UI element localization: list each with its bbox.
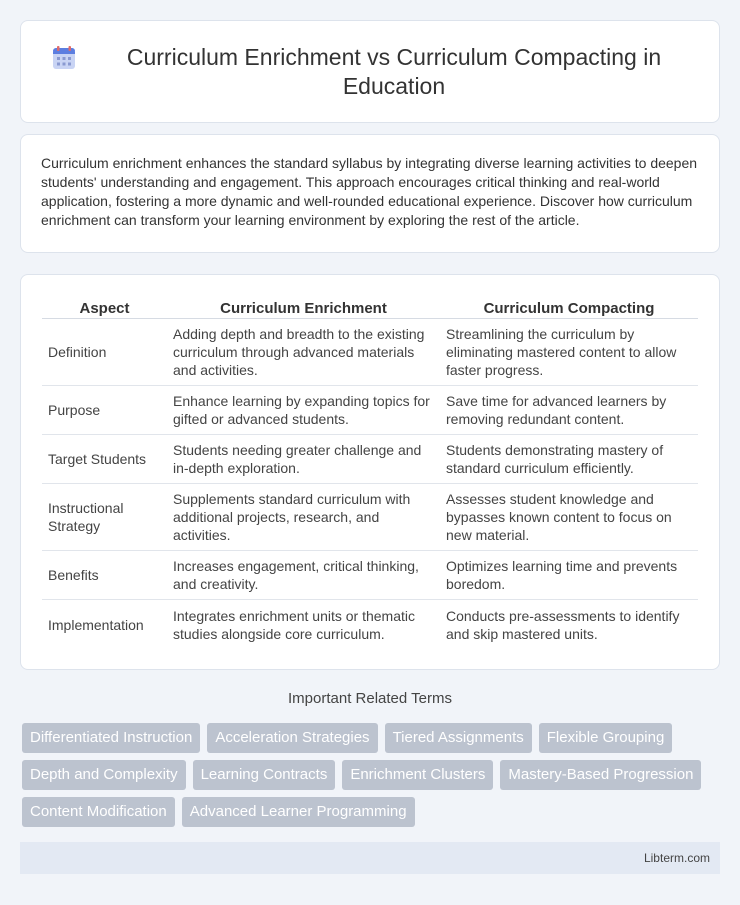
related-terms-title: Important Related Terms bbox=[288, 690, 452, 707]
table-cell: Increases engagement, critical thinking, and creativity. bbox=[167, 551, 440, 600]
table-cell: Conducts pre-assessments to identify and skip mastered units. bbox=[446, 607, 680, 642]
column-header: Curriculum Compacting bbox=[440, 295, 698, 319]
related-term-tag[interactable]: Flexible Grouping bbox=[539, 723, 673, 753]
related-term-tag[interactable]: Learning Contracts bbox=[193, 760, 336, 790]
table-cell: Students needing greater challenge and in-depth exploration. bbox=[167, 435, 440, 484]
column-header: Curriculum Enrichment bbox=[167, 295, 440, 319]
related-term-tag[interactable]: Advanced Learner Programming bbox=[182, 797, 415, 827]
table-cell: Students demonstrating mastery of standard curriculum efficiently. bbox=[440, 435, 698, 484]
table-cell: Integrates enrichment units or thematic studies alongside core curriculum. bbox=[173, 607, 416, 642]
table-row bbox=[42, 435, 698, 484]
table-header-row bbox=[42, 295, 698, 319]
intro-paragraph: Curriculum enrichment enhances the standard syllabus by integrating diverse learning activities to deepen students' understanding and engagement. This approach encourages critical thinking and real-world application, fostering a more dynamic and well-rounded educational experience. Discover how curriculum enrichment can transform your learning environment by exploring the rest of the article. bbox=[41, 155, 698, 228]
table-cell-aspect: Instructional Strategy bbox=[42, 484, 167, 551]
related-term-tag[interactable]: Mastery-Based Progression bbox=[500, 760, 701, 790]
table-cell: Assesses student knowledge and bypasses known content to focus on new material. bbox=[440, 484, 698, 551]
table-cell-aspect: Definition bbox=[42, 319, 167, 386]
table-cell: Enhance learning by expanding topics for gifted or advanced students. bbox=[167, 386, 440, 435]
table-row bbox=[42, 551, 698, 600]
table-cell-aspect: Target Students bbox=[42, 435, 167, 484]
intro-card bbox=[20, 134, 720, 253]
table-row bbox=[42, 319, 698, 386]
related-terms-list bbox=[22, 723, 722, 827]
calendar-icon bbox=[51, 45, 77, 71]
table-row bbox=[42, 484, 698, 551]
table-cell: Save time for advanced learners by removing redundant content. bbox=[440, 386, 698, 435]
table-cell: Optimizes learning time and prevents boredom. bbox=[440, 551, 698, 600]
table-cell-aspect: Implementation bbox=[48, 616, 144, 633]
footer-brand-link[interactable]: Libterm.com bbox=[643, 851, 710, 865]
page-title: Curriculum Enrichment vs Curriculum Compacting in Education bbox=[126, 43, 662, 99]
table-row bbox=[42, 600, 698, 649]
related-term-tag[interactable]: Enrichment Clusters bbox=[342, 760, 493, 790]
table-cell: Supplements standard curriculum with additional projects, research, and activities. bbox=[167, 484, 440, 551]
related-term-tag[interactable]: Tiered Assignments bbox=[385, 723, 532, 753]
table-cell: Adding depth and breadth to the existing curriculum through advanced materials and activities. bbox=[167, 319, 440, 386]
related-term-tag[interactable]: Content Modification bbox=[22, 797, 175, 827]
related-term-tag[interactable]: Differentiated Instruction bbox=[22, 723, 200, 753]
related-term-tag[interactable]: Depth and Complexity bbox=[22, 760, 186, 790]
column-header: Aspect bbox=[42, 295, 167, 319]
comparison-table bbox=[42, 295, 698, 649]
title-card bbox=[20, 20, 720, 123]
comparison-card bbox=[20, 274, 720, 670]
table-cell-aspect: Benefits bbox=[42, 551, 167, 600]
footer bbox=[20, 842, 720, 874]
table-cell: Streamlining the curriculum by eliminating mastered content to allow faster progress. bbox=[440, 319, 698, 386]
table-cell-aspect: Purpose bbox=[42, 386, 167, 435]
related-term-tag[interactable]: Acceleration Strategies bbox=[207, 723, 377, 753]
table-row bbox=[42, 386, 698, 435]
